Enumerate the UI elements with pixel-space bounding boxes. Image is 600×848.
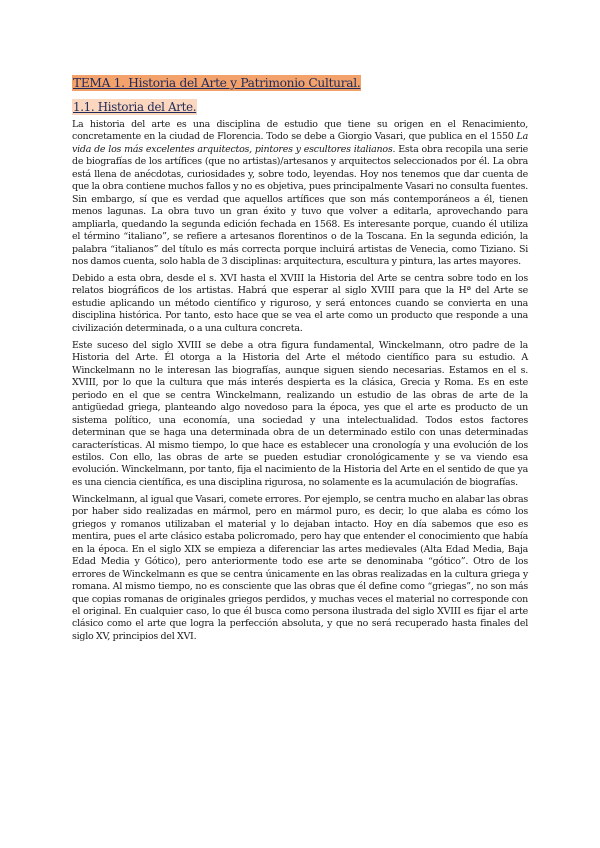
paragraph-vasari: [72, 119, 528, 268]
paragraph-winckelmann: Este suceso del siglo XVIII se debe a otra figura fundamental, Winckelmann, otro padre de la Historia del Arte. Él otorga a la Historia del Arte el método científico para su estudio. A Winckelmann no le interesan las biografías, aunque siguen siendo necesarias. Estamos en el s. XVIII, por lo que la cultura que más interés despierta es la clásica, Grecia y Roma. Es en este periodo en el que se centra Winckelmann, realizando un estudio de las obras de arte de la antigüedad griega, planteando algo novedoso para la época, yes que el arte es producto de un sistema político, una economía, una sociedad y una intelectualidad. Todos estos factores determinan que se haga una determinada obra de un determinado estilo con unas determinadas características. Al mismo tiempo, lo que hace es establecer una cronología y una evolución de los estilos. Con ello, las obras de arte se pueden estudiar cronológicamente y se va viendo esa evolución. Winckelmann, por tanto, fija el nacimiento de la Historia del Arte en el sentido de que ya es una ciencia científica, es una disciplina rigurosa, no solamente es la acumulación de biografías.: [72, 339, 528, 488]
document-title: TEMA 1. Historia del Arte y Patrimonio Cultural.: [73, 76, 361, 90]
book-title-italic: La vida de los más excelentes arquitectos, pintores y escultores italianos: [72, 131, 528, 155]
section-heading: 1.1. Historia del Arte.: [73, 100, 197, 114]
paragraph-winckelmann-errors: Winckelmann, al igual que Vasari, comete errores. Por ejemplo, se centra mucho en alabar las obras por haber sido realizadas en mármol, pero en mármol puro, es decir, lo que alaba es cómo los griegos y romanos utilizaban el material y lo dejaban intacto. Hoy en día sabemos que eso es mentira, pues el arte clásico estaba policromado, pero hay que entender el conocimiento que había en la época. En el siglo XIX se empieza a diferenciar las artes medievales (Alta Edad Media, Baja Edad Media y Gótico), pero anteriormente todo ese arte se denominaba “gótico”. Otro de los errores de Winckelmann es que se centra únicamente en las obras realizadas en la cultura griega y romana. Al mismo tiempo, no es consciente que las obras que él define como “griegas”, no son más que copias romanas de originales griegos perdidos, y muchas veces el material no corresponde con el original. En cualquier caso, lo que él busca como persona ilustrada del siglo XVIII es fijar el arte clásico como el arte que logra la perfección absoluta, y que no será recuperado hasta finales del siglo XV, principios del XVI.: [72, 493, 528, 642]
paragraph-1-text-b: . Esta obra recopila una serie de biografías de los artífices (que no artistas)/artesanos y arquitectos seleccionados por él. La obra está llena de anécdotas, curiosidades y, sobre todo, leyendas. Hoy nos tenemos que dar cuenta de que la obra contiene muchos fallos y no es objetiva, pues principalmente Vasari no consulta fuentes. Sin embargo, sí que es verdad que aquellos artífices que son más contemporáneos a él, tienen menos lagunas. La obra tuvo un gran éxito y tuvo que volver a editarla, aprovechando para ampliarla, quedando la segunda edición fechada en 1568. Es interesante porque, cuando él utiliza el término “italiano”, se refiere a artesanos florentinos o de la Toscana. En la segunda edición, la palabra “italianos” del título es más correcta porque incluirá artistas de Venecia, como Tiziano. Si nos damos cuenta, solo habla de 3 disciplinas: arquitectura, escultura y pintura, las artes mayores.: [72, 143, 528, 267]
document-page: [72, 72, 528, 648]
subtitle-row: [72, 96, 528, 119]
paragraph-scientific-method: Debido a esta obra, desde el s. XVI hasta el XVIII la Historia del Arte se centra sobre todo en los relatos biográficos de los artistas. Habrá que esperar al siglo XVIII para que la Hª del Arte se estudie aplicando un método científico y riguroso, y será entonces cuando se convierta en una disciplina histórica. Por tanto, esto hace que se vea el arte como un producto que responde a una civilización determinada, o a una cultura concreta.: [72, 273, 528, 334]
title-row: [72, 72, 528, 96]
paragraph-1-text-a: La historia del arte es una disciplina de estudio que tiene su origen en el Renacimiento, concretamente en la ciudad de Florencia. Todo se debe a Giorgio Vasari, que publica en el 1550: [72, 119, 528, 143]
